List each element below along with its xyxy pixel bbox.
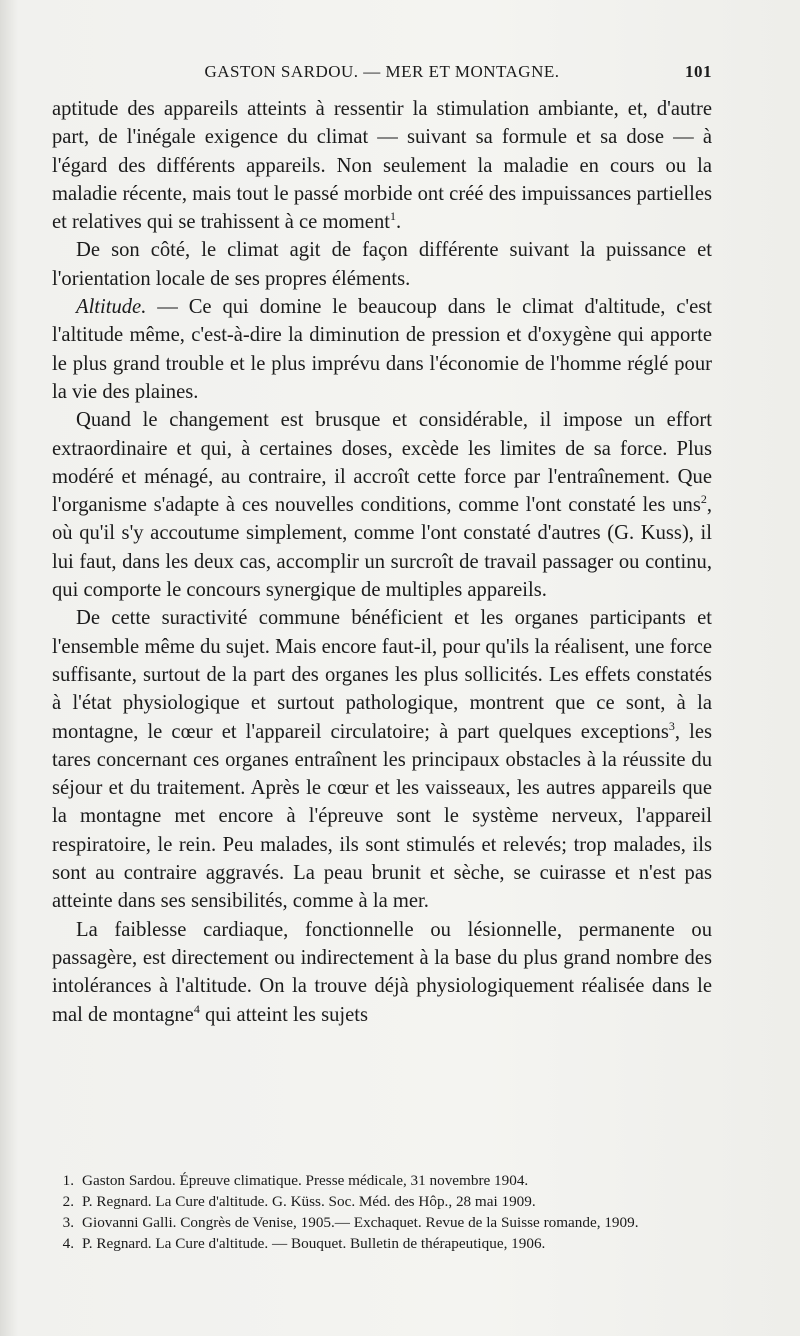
page-header [52, 62, 712, 88]
footnote-ref: 2 [700, 492, 707, 507]
paragraph: Altitude. — Ce qui domine le beaucoup dans le climat d'altitude, c'est l'altitude même, c'est-à-dire la diminution de pression et d'oxygène qui apporte le plus grand trouble et le plus imprévu dans l'économie de l'homme réglé pour la vie des plaines. [52, 296, 712, 403]
footnote-ref: 3 [668, 718, 675, 733]
footnote-ref: 1 [389, 209, 396, 224]
paragraph: De son côté, le climat agit de façon différente suivant la puissance et l'orientation locale de ses propres éléments. [52, 239, 712, 290]
paragraph: La faiblesse cardiaque, fonctionnelle ou lésionnelle, permanente ou passagère, est directement ou indirectement à la base du plus grand nombre des intolérances à l'altitude. On la trouve déjà physiologiquement réalisée dans le mal de montagne$^4$ qui atteint les sujets [52, 918, 712, 1026]
page-number: 101 [685, 62, 712, 81]
footnote: 3. Giovanni Galli. Congrès de Venise, 1905.— Exchaquet. Revue de la Suisse romande, 1909. [62, 1214, 639, 1231]
footnote: 1. Gaston Sardou. Épreuve climatique. Presse médicale, 31 novembre 1904. [62, 1172, 529, 1189]
running-title: GASTON SARDOU. — MER ET MONTAGNE. [204, 62, 560, 81]
footnote: 2. P. Regnard. La Cure d'altitude. G. Küss. Soc. Méd. des Hôp., 28 mai 1909. [62, 1193, 536, 1210]
footnote-ref: 4 [193, 1001, 200, 1016]
footnotes [52, 1170, 712, 1254]
paragraph: aptitude des appareils atteints à ressentir la stimulation ambiante, et, d'autre part, de l'inégale exigence du climat — suivant sa formule et sa dose — à l'égard des différents appareils. Non seulement la maladie en cours ou la maladie récente, mais tout le passé morbide ont créé des impuissances partielles et relatives qui se trahissent à ce moment$^1$. [52, 98, 712, 234]
section-title: Altitude. [76, 296, 147, 319]
body-text [52, 95, 712, 1029]
paragraph: Quand le changement est brusque et considérable, il impose un effort extraordinaire et qui, à certaines doses, excède les limites de sa force. Plus modéré et ménagé, au contraire, il accroît cette force par l'entraînement. Que l'organisme s'adapte à ces nouvelles conditions, comme l'ont constaté les uns$^2$, où qu'il s'y accoutume simplement, comme l'ont constaté d'autres (G. Kuss), il lui faut, dans les deux cas, accomplir un surcroît de travail passager ou continu, qui comporte le concours synergique de multiples appareils. [52, 409, 712, 602]
footnote: 4. P. Regnard. La Cure d'altitude. — Bouquet. Bulletin de thérapeutique, 1906. [62, 1235, 546, 1252]
paragraph: De cette suractivité commune bénéficient et les organes participants et l'ensemble même du sujet. Mais encore faut-il, pour qu'ils la réalisent, une force suffisante, surtout de la part des organes les plus sollicités. Les effets constatés à l'état physiologique et surtout pathologique, montrent que ce sont, à la montagne, le cœur et l'appareil circulatoire; à part quelques exceptions$^3$, les tares concernant ces organes entraînent les principaux obstacles à la réussite du séjour et du traitement. Après le cœur et les vaisseaux, les autres appareils que la montagne met encore à l'épreuve sont le système nerveux, l'appareil respiratoire, le rein. Peu malades, ils sont stimulés et relevés; trop malades, ils sont au contraire aggravés. La peau brunit et sèche, se cuirasse et n'est pas atteinte dans ses sensibilités, comme à la mer. [52, 607, 712, 913]
